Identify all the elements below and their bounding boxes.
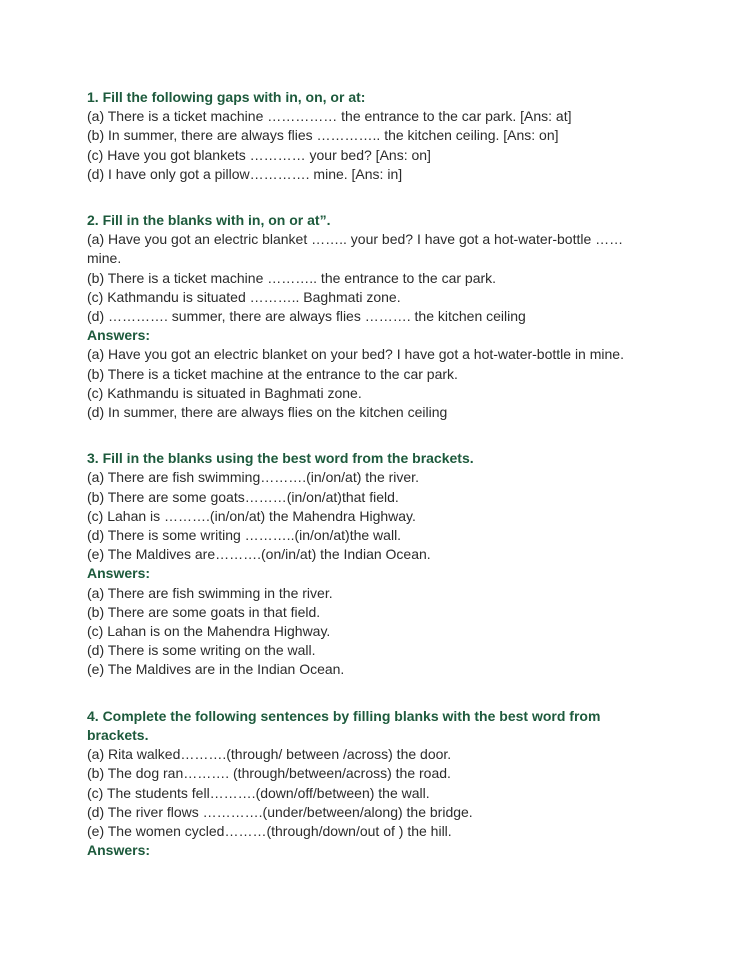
answer-item: (c) Kathmandu is situated in Baghmati zone. — [87, 384, 362, 401]
answers-label: Answers: — [87, 565, 151, 582]
question-item: (d) …………. summer, there are always flies ………. the kitchen ceiling — [87, 308, 526, 325]
question-item: (b) There is a ticket machine ……….. the entrance to the car park. — [87, 269, 497, 286]
answer-item: (d) There is some writing on the wall. — [87, 642, 316, 659]
question-item: (b) There are some goats………(in/on/at)that field. — [87, 488, 399, 505]
answer-item: (a) Have you got an electric blanket on your bed? I have got a hot-water-bottle in mine. — [87, 346, 624, 363]
question-item: (a) Have you got an electric blanket …….. your bed? I have got a hot-water-bottle …… mine. — [87, 231, 624, 267]
answers-label: Answers: — [87, 327, 151, 344]
document-page — [87, 88, 662, 860]
question-item: (c) Have you got blankets ………… your bed? [Ans: on] — [87, 146, 431, 163]
question-item: (c) Kathmandu is situated ……….. Baghmati zone. — [87, 288, 401, 305]
question-item: (e) The Maldives are……….(on/in/at) the Indian Ocean. — [87, 546, 431, 563]
question-item: (a) There are fish swimming……….(in/on/at) the river. — [87, 469, 419, 486]
question-item: (a) Rita walked……….(through/ between /across) the door. — [87, 746, 452, 763]
question-item: (d) There is some writing ………..(in/on/at)the wall. — [87, 527, 402, 544]
answer-item: (b) There is a ticket machine at the entrance to the car park. — [87, 365, 458, 382]
section-heading: 1. Fill the following gaps with in, on, or at: — [87, 89, 366, 105]
question-item: (c) Lahan is ……….(in/on/at) the Mahendra Highway. — [87, 507, 416, 524]
question-item: (b) In summer, there are always flies ………….. the kitchen ceiling. [Ans: on] — [87, 127, 559, 144]
answer-item: (a) There are fish swimming in the river. — [87, 584, 333, 601]
question-item: (a) There is a ticket machine …………… the entrance to the car park. [Ans: at] — [87, 108, 572, 125]
answer-item: (c) Lahan is on the Mahendra Highway. — [87, 623, 331, 640]
question-item: (e) The women cycled………(through/down/out of ) the hill. — [87, 822, 452, 839]
question-item: (d) I have only got a pillow…………. mine. [Ans: in] — [87, 165, 403, 182]
answers-label: Answers: — [87, 842, 151, 859]
section-2 — [87, 211, 662, 422]
answer-item: (d) In summer, there are always flies on the kitchen ceiling — [87, 404, 448, 421]
section-heading: 4. Complete the following sentences by filling blanks with the best word from brackets. — [87, 707, 601, 743]
section-4 — [87, 707, 662, 861]
section-1 — [87, 88, 662, 184]
section-heading: 2. Fill in the blanks with in, on or at”. — [87, 212, 331, 229]
question-item: (c) The students fell……….(down/off/between) the wall. — [87, 784, 430, 801]
question-item: (b) The dog ran………. (through/between/across) the road. — [87, 765, 451, 782]
answer-item: (b) There are some goats in that field. — [87, 603, 321, 620]
question-item: (d) The river flows ………….(under/between/along) the bridge. — [87, 803, 473, 820]
answer-item: (e) The Maldives are in the Indian Ocean. — [87, 661, 345, 678]
section-3 — [87, 449, 662, 679]
section-heading: 3. Fill in the blanks using the best word from the brackets. — [87, 450, 474, 467]
